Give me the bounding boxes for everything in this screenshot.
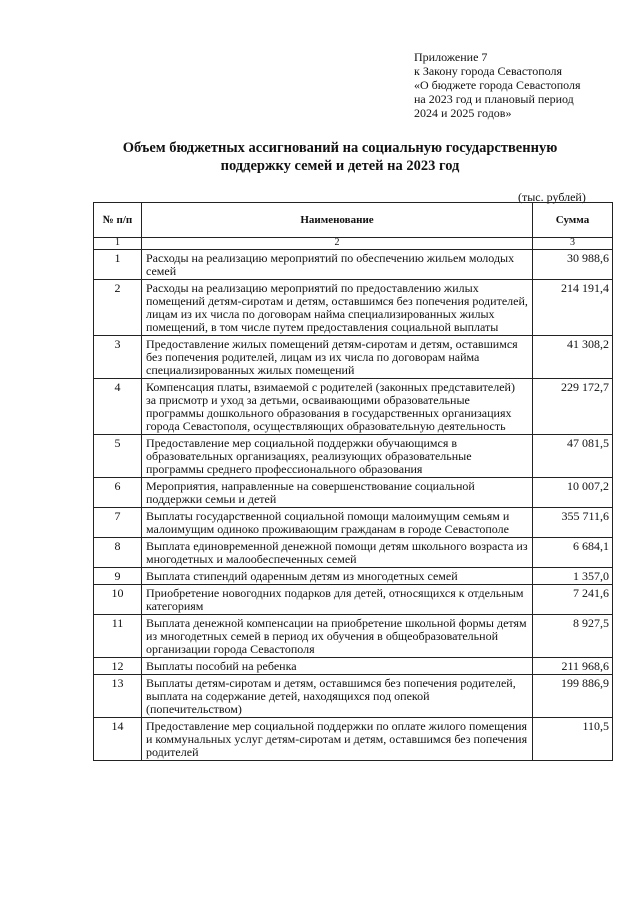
- header-sum: Сумма: [533, 203, 613, 238]
- row-number: 12: [94, 658, 142, 675]
- index-cell: 2: [142, 238, 533, 250]
- row-number: 11: [94, 615, 142, 658]
- table-row: [94, 538, 613, 568]
- row-number: 2: [94, 280, 142, 336]
- row-number: 3: [94, 336, 142, 379]
- row-sum: 199 886,9: [533, 675, 613, 718]
- row-name: Выплата денежной компенсации на приобретение школьной формы детям из многодетных семей в период их обучения в общеобразовательной организации города Севастополя: [142, 615, 533, 658]
- row-sum: 229 172,7: [533, 379, 613, 435]
- table-row: [94, 508, 613, 538]
- row-number: 9: [94, 568, 142, 585]
- row-sum: 211 968,6: [533, 658, 613, 675]
- row-number: 14: [94, 718, 142, 761]
- row-sum: 1 357,0: [533, 568, 613, 585]
- table-row: [94, 615, 613, 658]
- table-header-row: [94, 203, 613, 238]
- row-name: Выплаты государственной социальной помощи малоимущим семьям и малоимущим одиноко проживающим гражданам в городе Севастополе: [142, 508, 533, 538]
- row-name: Приобретение новогодних подарков для детей, относящихся к отдельным категориям: [142, 585, 533, 615]
- table-row: [94, 675, 613, 718]
- table-row: [94, 568, 613, 585]
- row-name: Выплата стипендий одаренным детям из многодетных семей: [142, 568, 533, 585]
- table-row: [94, 718, 613, 761]
- row-name: Мероприятия, направленные на совершенствование социальной поддержки семьи и детей: [142, 478, 533, 508]
- row-sum: 355 711,6: [533, 508, 613, 538]
- table-row: [94, 336, 613, 379]
- table-row: [94, 585, 613, 615]
- appropriations-table: [93, 202, 613, 761]
- row-sum: 7 241,6: [533, 585, 613, 615]
- row-sum: 8 927,5: [533, 615, 613, 658]
- table-row: [94, 379, 613, 435]
- row-name: Выплаты детям-сиротам и детям, оставшимся без попечения родителей, выплата на содержание детей, находящихся под опекой (попечительством): [142, 675, 533, 718]
- unit-label: (тыс. рублей): [518, 190, 586, 204]
- index-cell: 1: [94, 238, 142, 250]
- row-sum: 110,5: [533, 718, 613, 761]
- row-name: Предоставление мер социальной поддержки обучающимся в образовательных организациях, реализующих образовательные программы среднего профессионального образования: [142, 435, 533, 478]
- table-row: [94, 478, 613, 508]
- row-number: 6: [94, 478, 142, 508]
- row-number: 1: [94, 250, 142, 280]
- row-number: 8: [94, 538, 142, 568]
- row-name: Расходы на реализацию мероприятий по предоставлению жилых помещений детям-сиротам и детям, оставшимся без попечения родителей, лицам из их числа по договорам найма специализированных жилых помещений, в том числе путем предоставления социальной выплаты: [142, 280, 533, 336]
- row-number: 13: [94, 675, 142, 718]
- appendix-reference: Приложение 7 к Закону города Севастополя «О бюджете города Севастополя на 2023 год и плановый период 2024 и 2025 годов»: [414, 50, 581, 120]
- table-index-row: [94, 238, 613, 250]
- row-name: Предоставление жилых помещений детям-сиротам и детям, оставшимся без попечения родителей, лицам из их числа по договорам найма специализированных жилых помещений: [142, 336, 533, 379]
- table-row: [94, 435, 613, 478]
- row-number: 4: [94, 379, 142, 435]
- row-name: Предоставление мер социальной поддержки по оплате жилого помещения и коммунальных услуг детям-сиротам и детям, оставшимся без попечения родителей: [142, 718, 533, 761]
- row-name: Компенсация платы, взимаемой с родителей (законных представителей) за присмотр и уход за детьми, осваивающими образовательные программы дошкольного образования в государственных организациях города Севастополя, осуществляющих образовательную деятельность: [142, 379, 533, 435]
- row-sum: 214 191,4: [533, 280, 613, 336]
- row-sum: 6 684,1: [533, 538, 613, 568]
- index-cell: 3: [533, 238, 613, 250]
- row-name: Выплата единовременной денежной помощи детям школьного возраста из многодетных и малообеспеченных семей: [142, 538, 533, 568]
- row-number: 7: [94, 508, 142, 538]
- table-row: [94, 658, 613, 675]
- row-sum: 10 007,2: [533, 478, 613, 508]
- row-number: 5: [94, 435, 142, 478]
- row-sum: 47 081,5: [533, 435, 613, 478]
- document-title: Объем бюджетных ассигнований на социальную государственную поддержку семей и детей на 2023 год: [122, 140, 558, 174]
- row-sum: 30 988,6: [533, 250, 613, 280]
- header-name: Наименование: [142, 203, 533, 238]
- row-name: Выплаты пособий на ребенка: [142, 658, 533, 675]
- row-number: 10: [94, 585, 142, 615]
- row-name: Расходы на реализацию мероприятий по обеспечению жильем молодых семей: [142, 250, 533, 280]
- table-row: [94, 280, 613, 336]
- header-number: № п/п: [94, 203, 142, 238]
- table-row: [94, 250, 613, 280]
- row-sum: 41 308,2: [533, 336, 613, 379]
